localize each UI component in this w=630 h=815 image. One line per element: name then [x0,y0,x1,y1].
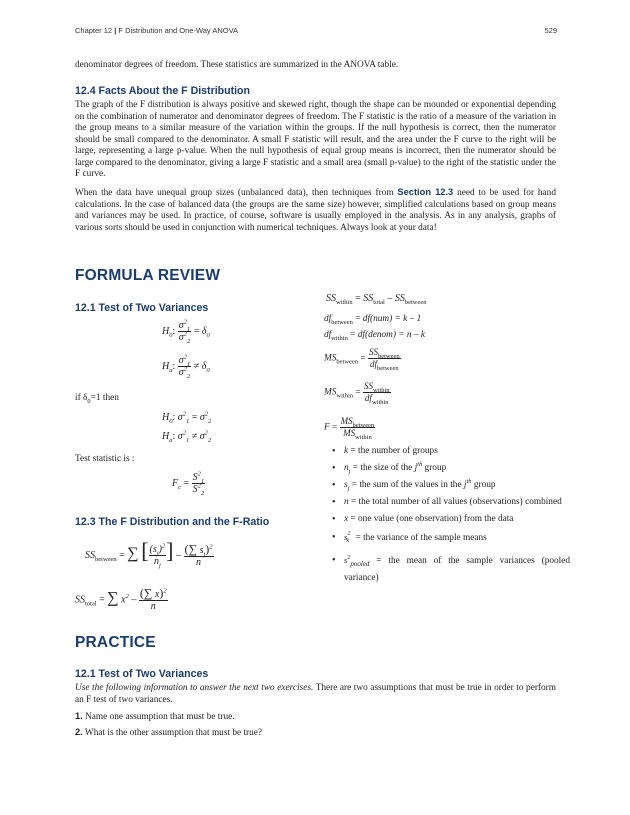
chapter-label: Chapter 12 [75,26,113,35]
test-statistic-label: Test statistic is : [75,454,135,464]
var-text: = the number of groups [348,446,438,456]
header-separator: | [114,26,117,35]
facts-paragraph-1 [75,100,556,181]
ms-between-formula: $MS_{between}$ = $SS_{between}$ $df_{between}$ [324,347,400,372]
practice-sub: 12.1 Test of Two Variances [75,668,209,680]
list-item [344,497,570,509]
ss-within-formula: $SS_{within} = SS_{total} - SS_{between}$ [326,293,427,306]
ss-total-formula: $SS_{total}$ = ∑ $x^2$ – $\frac{(\sum x)^2}{n}$ [75,586,167,612]
list-item [344,446,570,458]
var-text-2: group [471,480,496,490]
var-text: = the mean of the sample variances (pooled variance) [344,556,570,583]
var-j: j [463,480,467,490]
var-text: = the size of the [350,463,415,473]
ha-unequal-variances: $H_a$: $\sigma^2_1 \ne \sigma^2_2$ [162,429,212,444]
h0-variance-ratio: $H_0$: $\frac{\sigma^2_1}{\sigma^2_2}$ = $\delta_0$ [162,318,210,345]
chapter-title: F Distribution and One-Way ANOVA [118,26,239,35]
var-sup: th [417,460,423,468]
intro-line: denominator degrees of freedom. These statistics are summarized in the ANOVA table. [75,60,399,70]
var-symbol: k [344,446,349,456]
list-item [344,514,570,526]
var-text: = the sum of the values in the [349,480,464,490]
var-sub: j [347,484,350,492]
facts-para2-text-b: need to be used for hand calculations. In the case of balanced data (the groups are the same size) however, simplified calculations based on group means and variances may be used. In practice, of course, software is usually employed in the analysis. As in any analysis, graphs of various sorts should be used in conjunction with numerical techniques. Always look at your data! [75,188,556,233]
facts-para1-text: The graph of the F distribution is always positive and skewed right, though the shape can be mounded or exponential depending on the combination of numerator and denominator degrees of freedom. The F statistic is the ratio of a measure of the variation in the group means to a similar measure of the variation within the groups. If the null hypothesis is correct, then the numerator should be small compared to the denominator. A small F statistic will result, and the area under the F curve to the right will be large, representing a large p-value. When the null hypothesis of equal group means is incorrect, then the numerator should be large compared to the denominator, giving a large F statistic and a small area (small p-value) to the right of the statistic under the F curve. [75,100,556,179]
var-j: j [414,463,418,473]
list-item [344,460,570,475]
facts-para2-text-a: When the data have unequal group sizes (unbalanced data), then techniques from [75,188,398,198]
if-delta-text [75,393,119,405]
question-2-text: What is the other assumption that must be true? [84,728,263,738]
ms-within-formula: $MS_{within}$ = $SS_{within}$ $df_{within}$ [324,381,390,406]
df-within: $df_{within}$ = df(denom) = n – k [324,330,425,342]
var-text-2: group [422,463,447,473]
formula-review-sub-2: 12.3 The F Distribution and the F-Ratio [75,516,270,528]
instructions-italic: Use the following information to answer the next two exercises. [75,683,314,693]
question-2-number: 2. [75,727,83,737]
ss-between-formula: $SS_{between}$ = ∑ [ $\frac{(s_j)^2}{n_j}$ ] – $\frac{(\sum s_j)^2}{n}$ [85,538,213,570]
variable-definitions [330,446,570,593]
if-text: if δ [75,393,88,403]
formula-review-heading: FORMULA REVIEW [75,267,221,284]
var-symbol: s [344,480,348,490]
question-2 [75,727,556,740]
instructions-rest: There are two assumptions that must be true in order to perform an F test of two variances. [75,683,557,705]
f-statistic-formula: $F_c$ = $\frac{S^2_1}{S^2_2}$ [172,470,205,497]
if-rest: =1 then [90,393,119,403]
f-ratio-formula: F = $MS_{between}$ $MS_{within}$ [324,416,375,441]
df-between-value: df(num) = k – 1 [362,314,422,324]
page-header [75,26,557,35]
facts-heading: 12.4 Facts About the F Distribution [75,85,251,97]
question-1-number: 1. [75,711,83,721]
var-text: = one value (one observation) from the data [348,514,514,524]
var-text: = the variance of the sample means [353,532,487,543]
var-symbol: n [344,497,349,507]
var-symbol: n [344,463,349,473]
question-1-text: Name one assumption that must be true. [85,712,235,722]
var-text: = the total number of all values (observations) combined [348,497,562,507]
list-item: • $s^2_{pooled}$ = the mean of the sample variances (pooled variance) [344,552,570,587]
df-between: $df_{between} = df(num) = k - 1$ [324,314,422,326]
practice-heading: PRACTICE [75,634,156,651]
page-number: 529 [544,26,557,35]
question-1 [75,711,556,724]
var-symbol: x [344,514,349,524]
section-12-3-link[interactable]: Section 12.3 [397,187,454,197]
list-item: • $s^2_{x̄}$ = the variance of the sample means [344,532,570,545]
h0-equal-variances: $H_0$: $\sigma^2_1 = \sigma^2_2$ [162,410,212,425]
var-sup: th [466,477,472,485]
running-head [75,26,238,35]
df-within-value: df(denom) = n – k [357,330,425,340]
ha-variance-ratio: $H_a$: $\frac{\sigma^2_1}{\sigma^2_2}$ ≠ $\delta_0$ [162,353,210,380]
if-sub: 0 [87,397,91,405]
practice-instructions [75,683,556,706]
var-sub: j [348,467,351,475]
formula-review-sub-1: 12.1 Test of Two Variances [75,302,209,314]
facts-paragraph-2 [75,187,556,234]
list-item [344,477,570,492]
